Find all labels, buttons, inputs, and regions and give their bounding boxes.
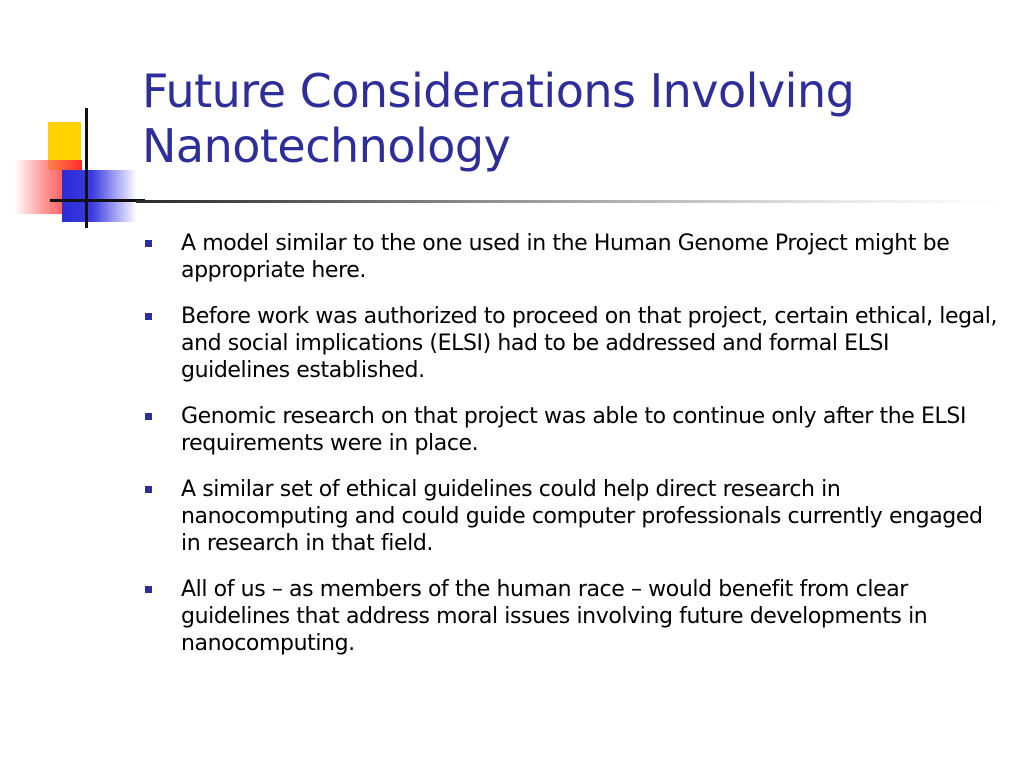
bullet-marker-icon xyxy=(145,586,152,593)
slide-title: Future Considerations Involving Nanotechnology xyxy=(142,64,855,173)
bullet-text: Before work was authorized to proceed on that project, certain ethical, legal, and social implications (ELSI) had to be addressed and formal ELSI guidelines established. xyxy=(181,304,998,383)
bullet-marker-icon xyxy=(145,240,152,247)
bullet-text: Genomic research on that project was able to continue only after the ELSI requirements were in place. xyxy=(181,404,967,456)
bullet-marker-icon xyxy=(145,313,152,320)
logo-vertical-line xyxy=(85,108,88,228)
bullet-item xyxy=(140,576,1000,657)
bullet-text: A similar set of ethical guidelines could help direct research in nanocomputing and could guide computer professionals currently engaged in research in that field. xyxy=(181,477,983,556)
bullet-item xyxy=(140,303,1000,384)
bullet-marker-icon xyxy=(145,413,152,420)
bullet-text: A model similar to the one used in the Human Genome Project might be appropriate here. xyxy=(181,231,950,283)
bullet-item xyxy=(140,403,1000,457)
title-divider xyxy=(136,200,1004,203)
bullet-text: All of us – as members of the human race – would benefit from clear guidelines that address moral issues involving future developments in nanocomputing. xyxy=(181,577,928,656)
logo-horizontal-line xyxy=(50,199,145,202)
bullet-marker-icon xyxy=(145,486,152,493)
bullet-list xyxy=(140,230,1000,676)
decorative-squares-logo xyxy=(0,0,150,240)
blue-square xyxy=(62,170,137,222)
bullet-item xyxy=(140,230,1000,284)
bullet-item xyxy=(140,476,1000,557)
